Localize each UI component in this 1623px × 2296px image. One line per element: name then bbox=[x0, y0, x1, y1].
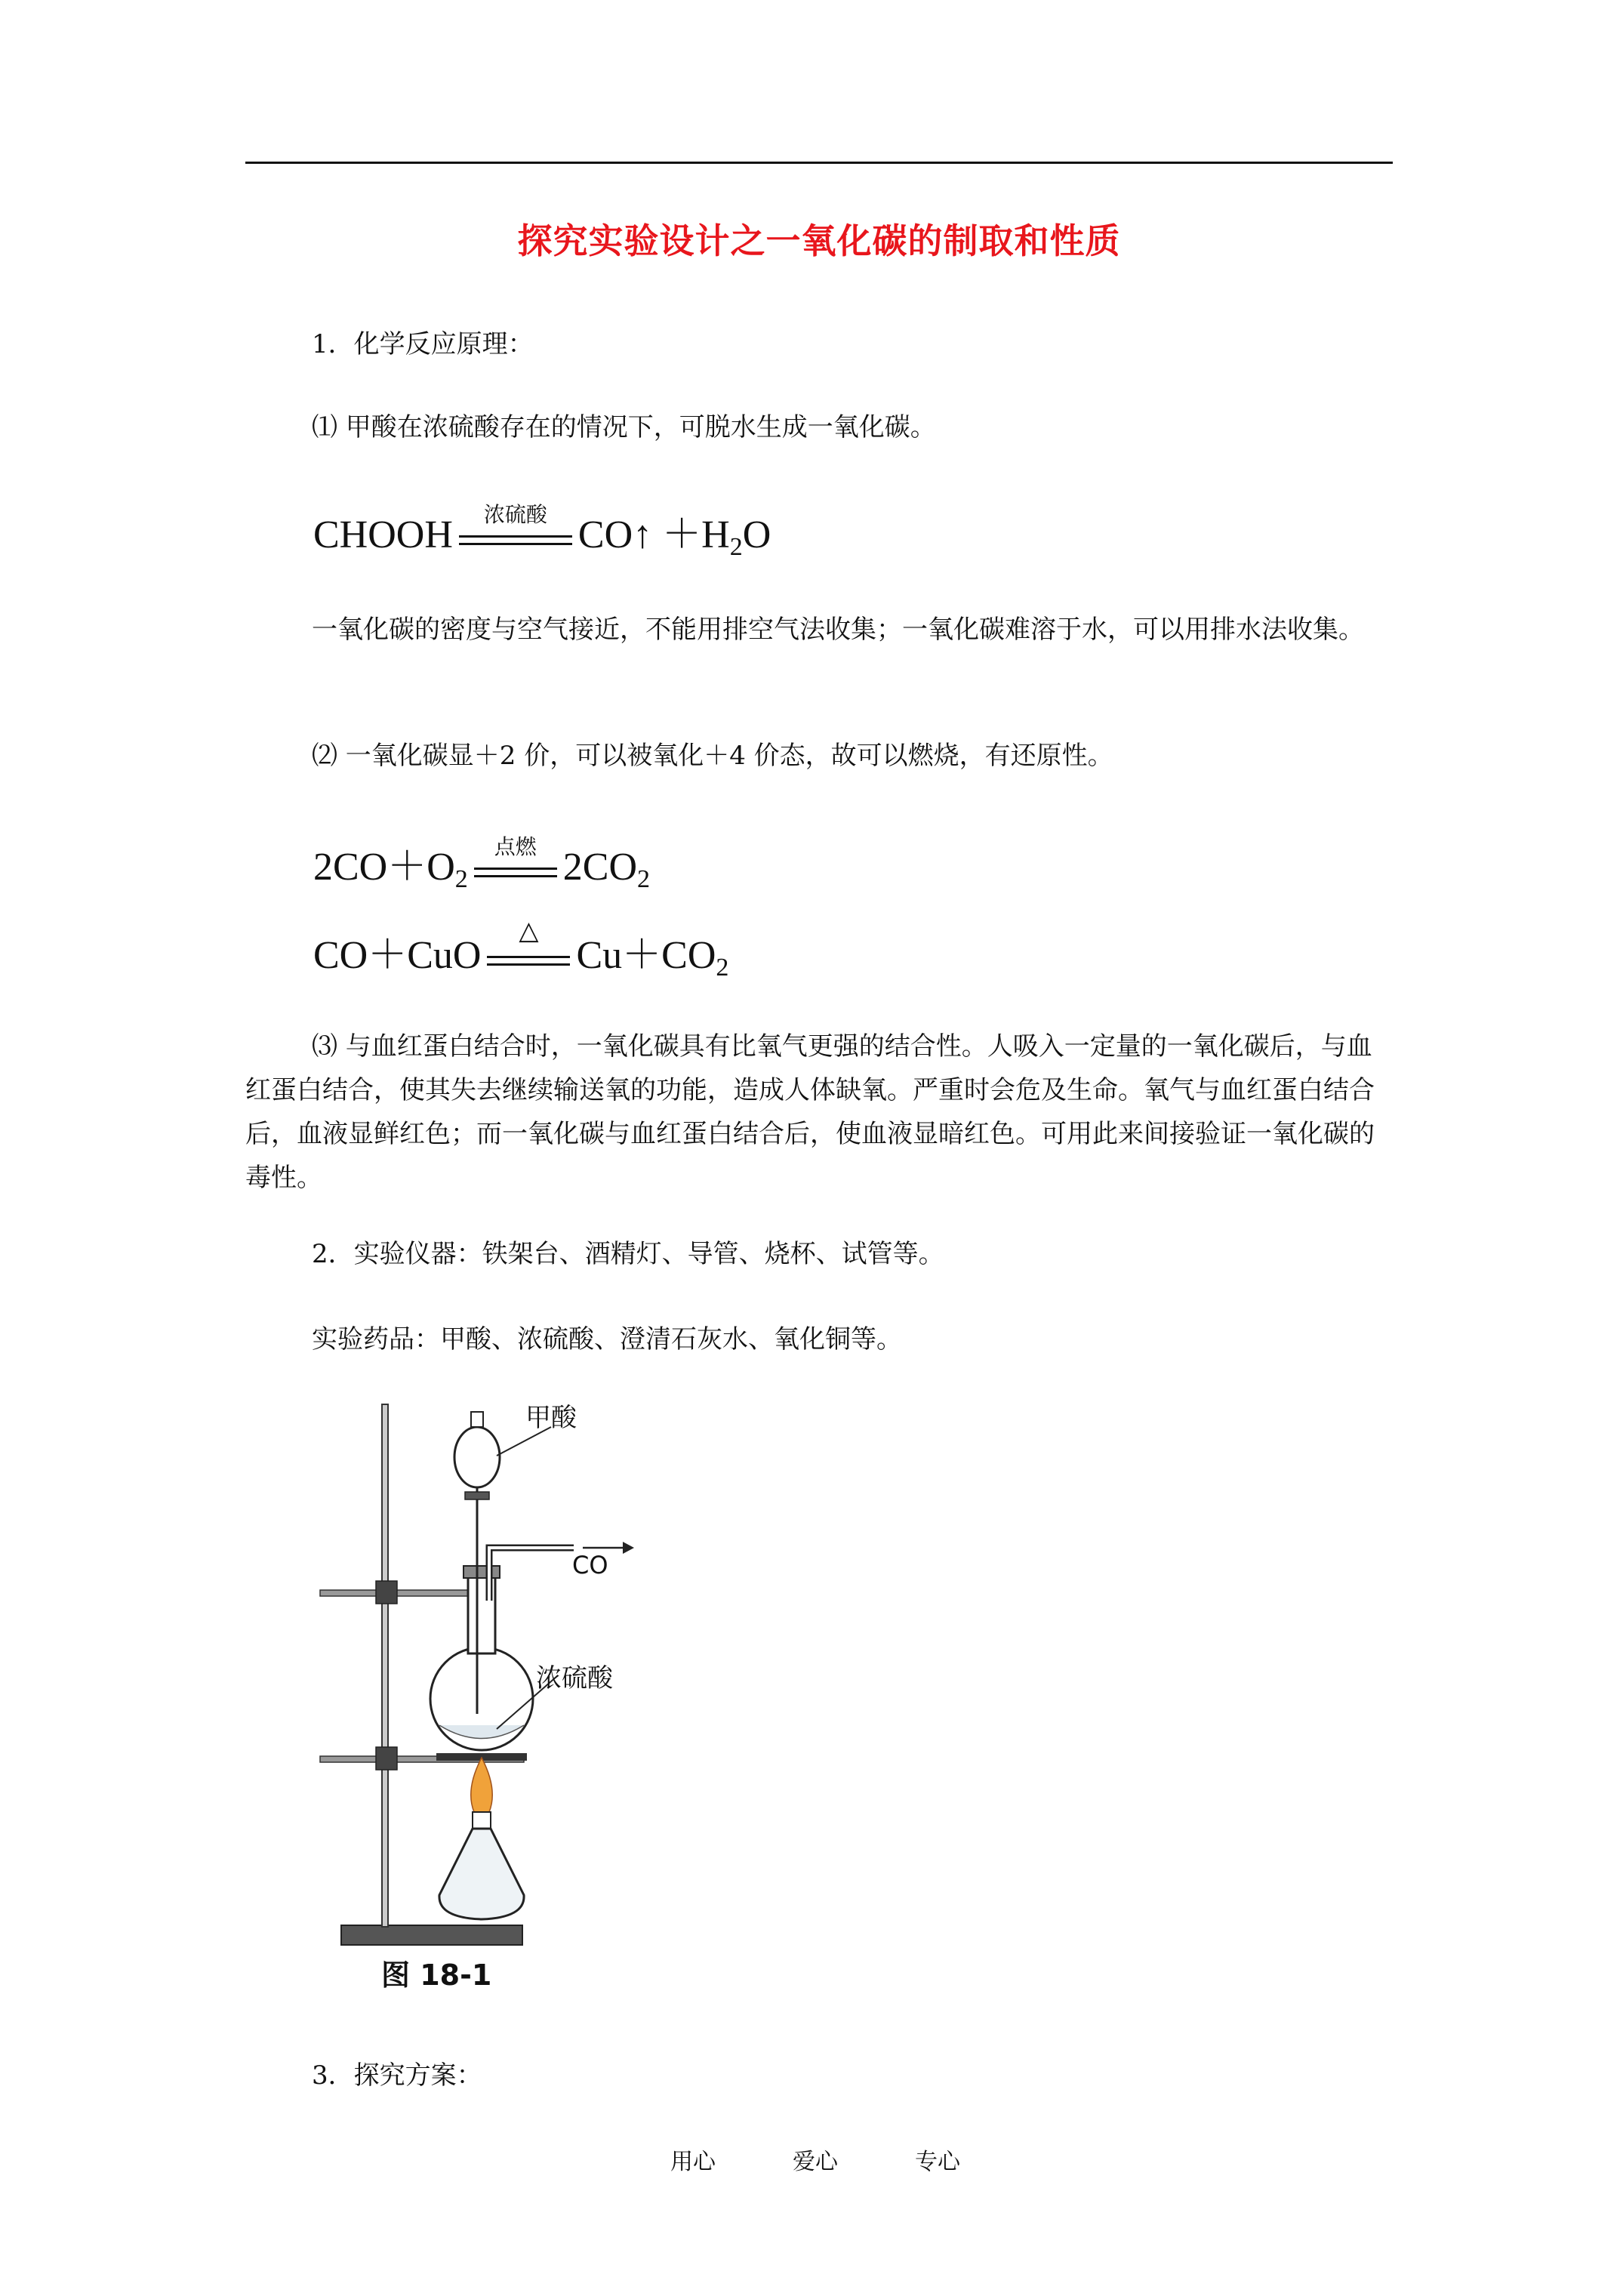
separatory-funnel bbox=[454, 1427, 500, 1487]
eq1-left: CHOOH bbox=[313, 513, 453, 556]
stand-base bbox=[341, 1925, 522, 1945]
section-1-heading: 1．化学反应原理： bbox=[312, 329, 534, 359]
eq3-sign bbox=[487, 916, 570, 978]
flame bbox=[471, 1758, 492, 1816]
funnel-stopcock bbox=[465, 1492, 489, 1499]
eq2-condition: 点燃 bbox=[494, 834, 537, 860]
footer-text-2: 爱心 bbox=[793, 2149, 838, 2175]
equation-formic-acid bbox=[313, 502, 771, 562]
section-3-heading: 3．探究方案： bbox=[312, 2060, 482, 2091]
equation-combustion bbox=[313, 834, 650, 894]
paragraph-valence: ⑵ 一氧化碳显＋2 价，可以被氧化＋4 价态，故可以燃烧，有还原性。 bbox=[312, 741, 1113, 771]
paragraph-collection: 一氧化碳的密度与空气接近，不能用排空气法收集；一氧化碳难溶于水，可以用排水法收集。 bbox=[312, 615, 1364, 645]
equation-reduction bbox=[313, 916, 729, 982]
paragraph-instruments: 2．实验仪器：铁架台、酒精灯、导管、烧杯、试管等。 bbox=[312, 1239, 944, 1269]
alcohol-lamp bbox=[439, 1829, 524, 1919]
header-rule bbox=[245, 162, 1393, 164]
eq1-tail: O bbox=[742, 513, 771, 556]
footer-text-1: 用心 bbox=[670, 2149, 716, 2175]
eq3-left: CO＋CuO bbox=[313, 934, 482, 977]
delivery-tube-outer bbox=[489, 1548, 574, 1601]
label-co: CO bbox=[572, 1551, 608, 1579]
eq1-sub: 2 bbox=[729, 533, 743, 561]
label-sulfuric-acid: 浓硫酸 bbox=[536, 1663, 613, 1693]
apparatus-figure bbox=[317, 1397, 649, 1971]
eq1-right: CO↑ ＋H bbox=[577, 513, 730, 556]
sulfuric-acid-liquid bbox=[439, 1725, 524, 1739]
page-title: 探究实验设计之一氧化碳的制取和性质 bbox=[517, 220, 1121, 261]
stopper bbox=[463, 1566, 500, 1578]
eq3-right-sub: 2 bbox=[716, 954, 729, 982]
label-formic-acid: 甲酸 bbox=[525, 1403, 577, 1433]
paragraph-reagents: 实验药品：甲酸、浓硫酸、澄清石灰水、氧化铜等。 bbox=[312, 1324, 902, 1354]
lower-clamp-boss bbox=[376, 1747, 397, 1770]
figure-caption: 图 18-1 bbox=[381, 1959, 492, 1992]
eq1-sign bbox=[459, 502, 572, 558]
eq2-left: 2CO＋O bbox=[313, 846, 455, 889]
eq3-condition: △ bbox=[519, 916, 539, 947]
upper-clamp-boss bbox=[376, 1581, 397, 1604]
footer-text-3: 专心 bbox=[915, 2149, 960, 2175]
eq3-right: Cu＋CO bbox=[576, 934, 716, 977]
eq1-condition: 浓硫酸 bbox=[483, 502, 547, 528]
paragraph-formic-acid: ⑴ 甲酸在浓硫酸存在的情况下，可脱水生成一氧化碳。 bbox=[312, 412, 936, 442]
eq2-sign bbox=[474, 834, 557, 890]
stand-rod bbox=[382, 1404, 388, 1927]
lamp-wick-holder bbox=[473, 1812, 491, 1829]
paragraph-hemoglobin: ⑶ 与血红蛋白结合时，一氧化碳具有比氧气更强的结合性。人吸入一定量的一氧化碳后，与血红蛋白结合，使其失去继续输送氧的功能，造成人体缺氧。严重时会危及生命。氧气与血红蛋白结合后，血液显鲜红色；而一氧化碳与血红蛋白结合后，使血液显暗红色。可用此来间接验证一氧化碳的毒性。 bbox=[245, 1031, 1375, 1193]
upper-clamp-arm bbox=[320, 1590, 479, 1596]
eq2-right: 2CO bbox=[562, 846, 638, 889]
eq2-left-sub: 2 bbox=[454, 865, 468, 893]
eq2-right-sub: 2 bbox=[637, 865, 651, 893]
